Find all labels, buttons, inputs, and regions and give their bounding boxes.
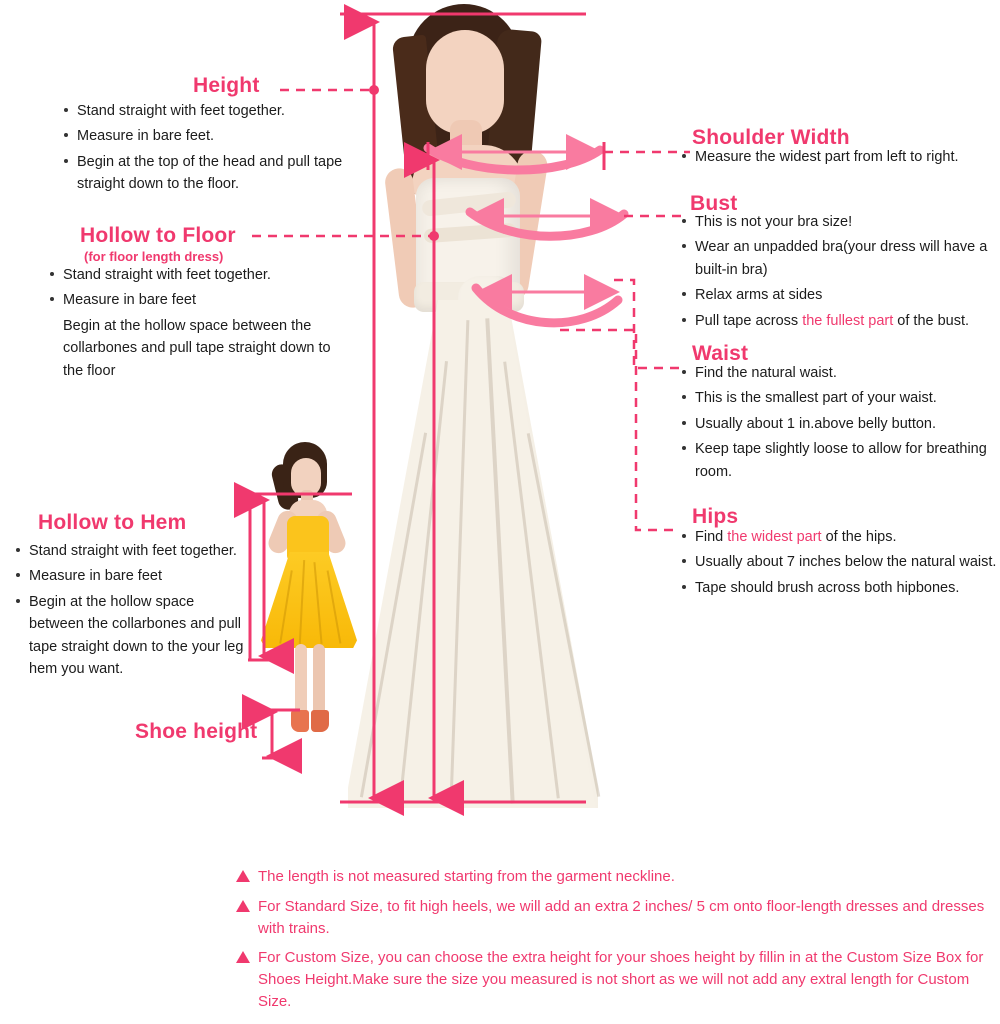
height-bullets	[62, 100, 362, 199]
list-item: Relax arms at sides	[680, 284, 998, 306]
hollow-to-floor-subtitle: (for floor length dress)	[84, 249, 224, 264]
hips-first-highlight: the widest part	[727, 529, 822, 545]
shoulder-width-bullets	[680, 146, 998, 171]
bust-title: Bust	[690, 192, 738, 215]
hollow-to-hem-measure-line	[248, 494, 352, 660]
hips-bullets	[680, 526, 998, 602]
hips-measure-line	[560, 330, 680, 530]
footer-note	[236, 896, 986, 940]
list-item: Stand straight with feet together.	[14, 540, 248, 562]
hips-first-prefix: Find	[695, 529, 728, 545]
hollow-to-hem-title: Hollow to Hem	[38, 511, 187, 534]
list-item: Measure the widest part from left to right.	[680, 146, 998, 168]
list-item: This is not your bra size!	[680, 211, 998, 233]
list-item: Usually about 7 inches below the natural waist.	[680, 551, 998, 573]
list-item: This is the smallest part of your waist.	[680, 387, 998, 409]
hips-first-suffix: of the hips.	[821, 529, 897, 545]
waist-title: Waist	[692, 342, 749, 365]
list-item: Begin at the hollow space between the collarbones and pull tape straight down to the your leg hem you want.	[14, 591, 248, 681]
list-item-bust-fullest-part	[680, 310, 998, 332]
height-section	[193, 74, 260, 98]
waist-bullets	[680, 362, 998, 486]
shoulder-width-measure-band	[428, 142, 690, 170]
bust-bullets	[680, 211, 998, 335]
list-item: Measure in bare feet	[48, 289, 348, 311]
hollow-to-floor-section	[80, 224, 236, 264]
list-item: Begin at the top of the head and pull tape straight down to the floor.	[62, 151, 362, 196]
list-item: Find the natural waist.	[680, 362, 998, 384]
footer-note-text: The length is not measured starting from the garment neckline.	[258, 868, 675, 885]
shoe-height-measure-line	[262, 710, 300, 758]
list-item: Measure in bare feet	[14, 565, 248, 587]
hollow-to-floor-title: Hollow to Floor	[80, 224, 236, 247]
footer-note	[236, 947, 986, 1012]
warning-triangle-icon	[236, 870, 250, 882]
shoe-height-title: Shoe height	[135, 720, 258, 743]
bust-last-highlight: the fullest part	[802, 312, 894, 329]
bust-last-prefix: Pull tape across	[695, 312, 803, 329]
list-item: Begin at the hollow space between the collarbones and pull tape straight down to the floor	[63, 317, 331, 379]
footer-note-text: For Standard Size, to fit high heels, we will add an extra 2 inches/ 5 cm onto floor-length dresses and dresses with trains.	[258, 897, 985, 937]
hollow-to-hem-section	[38, 511, 186, 535]
list-item: Wear an unpadded bra(your dress will have a built-in bra)	[680, 236, 998, 281]
warning-triangle-icon	[236, 900, 250, 912]
hollow-to-floor-measure-line	[252, 160, 439, 798]
warning-triangle-icon	[236, 951, 250, 963]
hips-title: Hips	[692, 505, 739, 528]
list-item: Stand straight with feet together.	[62, 100, 362, 122]
bust-measure-band	[470, 212, 684, 236]
waist-measure-band	[476, 280, 680, 368]
footer-note-text: For Custom Size, you can choose the extra height for your shoes height by fillin in at the Custom Size Box for Shoes Height.Make sure the size you measured is not short as we will not add any extral length for Custom Size.	[258, 949, 984, 1010]
list-item: Usually about 1 in.above belly button.	[680, 413, 998, 435]
bust-last-suffix: of the bust.	[893, 312, 970, 329]
footer-notes	[236, 866, 986, 1021]
list-item: Stand straight with feet together.	[48, 264, 348, 286]
height-title: Height	[193, 74, 260, 97]
shoe-height-section	[135, 720, 257, 744]
shoulder-width-title: Shoulder Width	[692, 126, 850, 149]
hollow-to-hem-bullets	[14, 540, 248, 684]
footer-note	[236, 866, 986, 888]
list-item: Tape should brush across both hipbones.	[680, 577, 998, 599]
hollow-to-floor-bullets	[48, 264, 348, 385]
list-item: Measure in bare feet.	[62, 125, 362, 147]
list-item: Keep tape slightly loose to allow for breathing room.	[680, 438, 998, 483]
list-item-hips-widest-part	[680, 526, 998, 548]
